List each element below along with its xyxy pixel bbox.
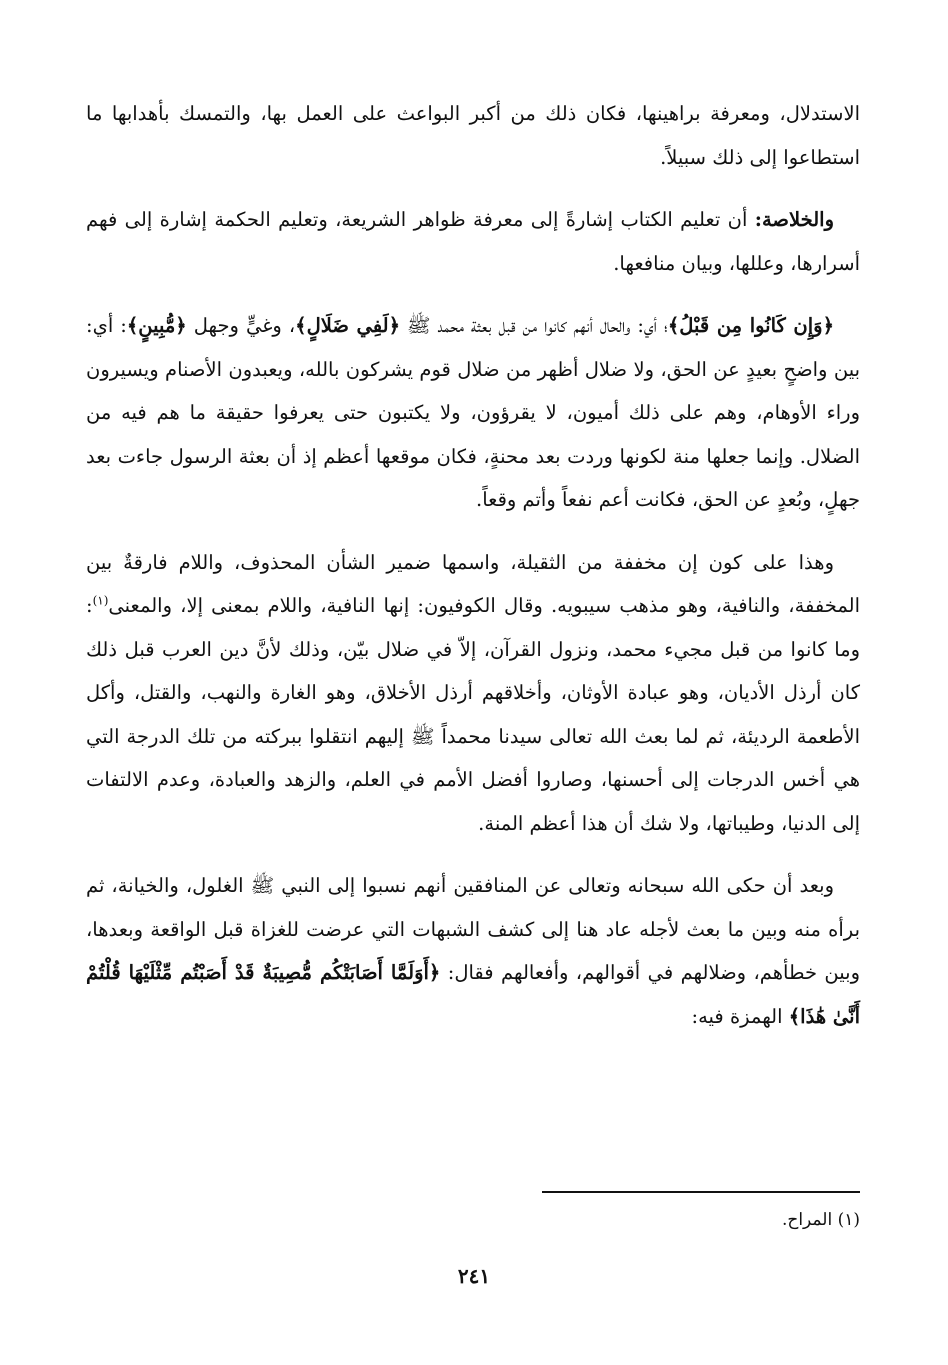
commentary-text-3: : أي: بين واضحٍ بعيدٍ عن الحق، ولا ضلال أظهر من ضلال قوم يشركون بالله، ويعبدون الأصنام ويسيرون وراء الأوهام، وهم على ذلك أميون، لا يقرؤون، ولا يكتبون حتى يعرفوا حقيقة ما هم فيه من الضلال. وإنما جعلها منة لكونها وردت بعد محنةٍ، فكان موقعها أعظم إذ أن بعثة الرسول جاءت بعد جهلٍ، وبُعدٍ عن الحق، فكانت أعم نفعاً وأتم وقعاً. bbox=[86, 314, 860, 511]
footnote-divider bbox=[542, 1191, 860, 1193]
grammar-text-2: : وما كانوا من قبل مجيء محمد، ونزول القرآن، إلاّ في ضلال بيّن، وذلك لأنَّ دين العرب قبل ذلك كان أرذل الأديان، وهو عبادة الأوثان، وأخلاقهم أرذل الأخلاق، وهو الغارة والنهب، والقتل، وأكل الأطعمة الرديئة، ثم لما بعث الله تعالى سيدنا محمداً ﷺ إليهم انتقلوا ببركته من تلك الدرجة التي هي أخس الدرجات إلى أحسنها، وصاروا أفضل الأمم في العلم، والزهد والعبادة، وعدم الالتفات إلى الدنيا، وطيباتها، ولا شك أن هذا أعظم المنة. bbox=[86, 594, 860, 835]
summary-text: أن تعليم الكتاب إشارةً إلى معرفة ظواهر الشريعة، وتعليم الحكمة إشارة إلى فهم أسرارها، وعللها، وبيان منافعها. bbox=[86, 208, 860, 275]
paragraph-1-text: الاستدلال، ومعرفة براهينها، فكان ذلك من أكبر البواعث على العمل بها، والتمسك بأهدابها ما استطاعوا إلى ذلك سبيلاً. bbox=[86, 102, 860, 169]
paragraph-verse-commentary bbox=[86, 304, 860, 522]
grammar-text-1: وهذا على كون إن مخففة من الثقيلة، واسمها ضمير الشأن المحذوف، واللام فارقةٌ بين المخففة، والنافية، وهو مذهب سيبويه. وقال الكوفيون: إنها النافية، واللام بمعنى إلا، والمعنى bbox=[86, 550, 860, 617]
hypocrites-text-2: الهمزة فيه: bbox=[691, 1004, 789, 1028]
quran-quote-3: ﴿مُّبِينٍ﴾ bbox=[126, 314, 187, 337]
paragraph-hypocrites bbox=[86, 864, 860, 1038]
paragraph-grammar bbox=[86, 541, 860, 846]
quran-quote-1: ﴿وَإِن كَانُوا مِن قَبْلُ﴾ bbox=[667, 314, 835, 337]
footnote-number: (١) bbox=[837, 1210, 860, 1230]
summary-label: والخلاصة: bbox=[754, 208, 834, 231]
paragraph-summary bbox=[86, 198, 860, 285]
paragraph-1 bbox=[86, 92, 860, 179]
footnote-reference[interactable]: (١) bbox=[92, 593, 109, 608]
commentary-text-2: ، وغيٍّ وجهل bbox=[186, 314, 296, 337]
quran-quote-4: ﴿أَوَلَمَّا أَصَابَتْكُم مُّصِيبَةٌ قَدْ أَصَبْتُم مِّثْلَيْهَا قُلْتُمْ أَنَّىٰ هَٰذَا﴾ bbox=[86, 961, 860, 1028]
hypocrites-text-1: وبعد أن حكى الله سبحانه وتعالى عن المنافقين أنهم نسبوا إلى النبي ﷺ الغلول، والخيانة، ثم برأه منه وبين ما بعث لأجله عاد هنا إلى كشف الشبهات التي عرضت للغزاة قبل الواقعة وبعدها، وبين خطأهم، وضلالهم في أقوالهم، وأفعالهم فقال: bbox=[86, 874, 860, 984]
footnote-text: المراح. bbox=[781, 1210, 838, 1230]
page-number: ٢٤١ bbox=[457, 1264, 491, 1288]
commentary-text-1: ؛ أي: والحال أنهم كانوا من قبل بعثة محمد ﷺ bbox=[400, 314, 668, 337]
quran-quote-2: ﴿لَفِي ضَلَالٍ﴾ bbox=[295, 314, 400, 337]
footnote bbox=[86, 1206, 860, 1234]
main-text bbox=[86, 92, 860, 1057]
